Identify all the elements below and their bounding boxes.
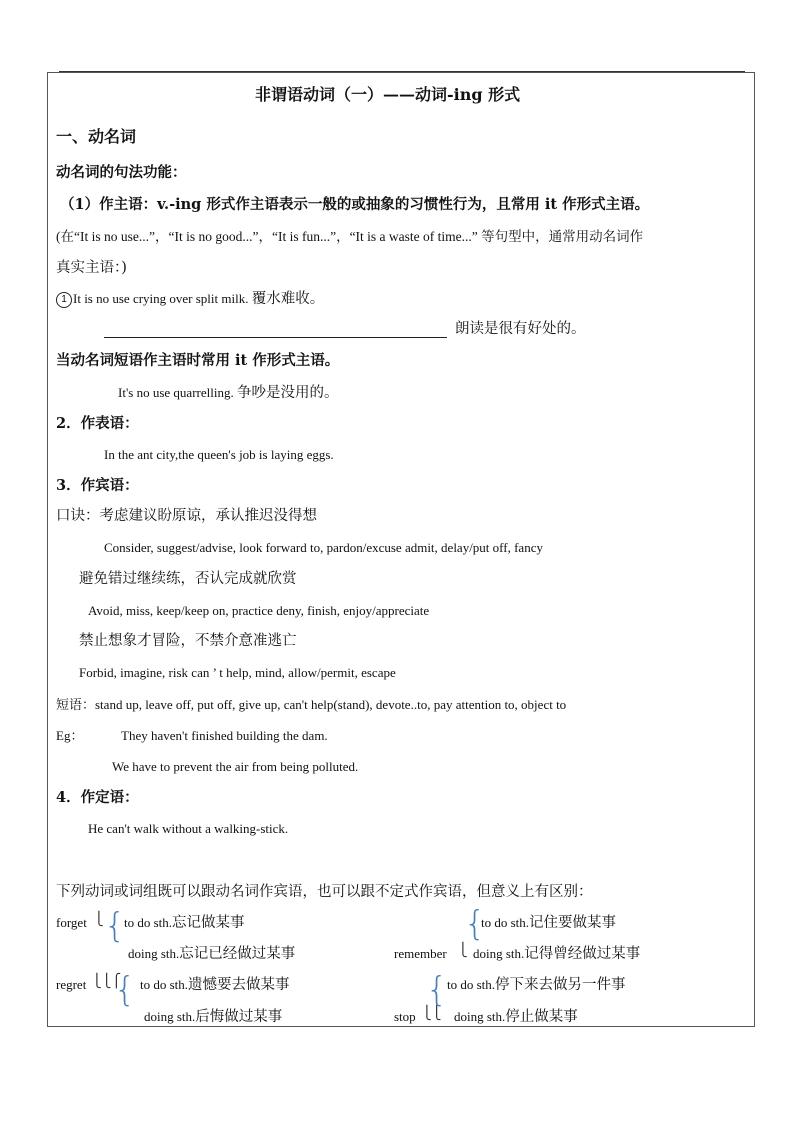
forget-to-chinese: 忘记做某事 bbox=[172, 915, 245, 931]
verb-stop: stop bbox=[394, 1009, 416, 1024]
mnemonic-line1: 口诀：考虑建议盼原谅，承认推迟没得想 bbox=[56, 508, 317, 524]
verb-forget: forget bbox=[56, 915, 87, 930]
left-brace-icon: { bbox=[426, 970, 448, 1010]
example-1 bbox=[56, 290, 324, 308]
example-1-english: It is no use crying over split milk. bbox=[73, 291, 252, 306]
regret-ing-chinese: 后悔做过某事 bbox=[195, 1009, 283, 1025]
stop-ing-english: doing sth.停止做某事 bbox=[454, 1009, 578, 1025]
left-brace-icon: { bbox=[464, 904, 486, 944]
subject-note-line2: 真实主语：) bbox=[56, 260, 127, 276]
remember-ing-chinese: 记得曾经做过某事 bbox=[524, 946, 641, 962]
mnemonic-line3: 禁止想象才冒险，不禁介意准逃亡 bbox=[79, 633, 297, 649]
object-example-1: They haven't finished building the dam. bbox=[121, 728, 328, 743]
bracket-mark: ⎩⎩ bbox=[422, 1006, 442, 1021]
syntax-heading: 动名词的句法功能： bbox=[56, 164, 187, 181]
attributive-heading: 4．作定语： bbox=[56, 789, 139, 806]
fill-in-blank-line bbox=[104, 337, 447, 338]
regret-ing-english: doing sth.后悔做过某事 bbox=[144, 1009, 283, 1025]
page-title: 非谓语动词（一）——动词-ing 形式 bbox=[255, 85, 521, 104]
example-3-english: It's no use quarrelling. bbox=[118, 385, 237, 400]
phrase-subject-rule: 当动名词短语作主语时常用 it 作形式主语。 bbox=[56, 352, 340, 369]
verb-list-1: Consider, suggest/advise, look forward to, pardon/excuse admit, delay/put off, fancy bbox=[104, 540, 543, 555]
number-badge: 1 bbox=[56, 292, 72, 308]
example-3 bbox=[118, 384, 338, 402]
example-3-chinese: 争吵是没用的。 bbox=[236, 385, 339, 401]
remember-to-english: to do sth.记住要做某事 bbox=[481, 915, 617, 931]
attributive-example: He can't walk without a walking-stick. bbox=[88, 821, 289, 836]
bracket-mark: ⎩ bbox=[458, 943, 468, 958]
left-brace-icon: { bbox=[114, 970, 136, 1010]
phrase-list: 短语：stand up, leave off, put off, give up, can't help(stand), devote..to, pay attention to, object to bbox=[56, 697, 567, 712]
predicative-heading: 2．作表语： bbox=[56, 415, 139, 432]
verb-remember: remember bbox=[394, 946, 447, 961]
example-2-chinese: 朗读是很有好处的。 bbox=[455, 321, 586, 337]
mnemonic-line2: 避免错过继续练，否认完成就欣赏 bbox=[79, 571, 297, 587]
example-1-chinese: 覆水难收。 bbox=[251, 291, 325, 307]
section-heading-gerund: 一、动名词 bbox=[56, 127, 137, 146]
verb-regret: regret bbox=[56, 977, 87, 992]
comparison-intro: 下列动词或词组既可以跟动名词作宾语，也可以跟不定式作宾语，但意义上有区别： bbox=[56, 884, 593, 900]
bracket-mark: ⎩⎩⎧ bbox=[92, 974, 122, 989]
forget-ing-english: doing sth.忘记已经做过某事 bbox=[128, 946, 296, 962]
object-example-2: We have to prevent the air from being polluted. bbox=[112, 759, 359, 774]
regret-to-english: to do sth.遗憾要去做某事 bbox=[140, 977, 290, 993]
verb-list-2: Avoid, miss, keep/keep on, practice deny, finish, enjoy/appreciate bbox=[88, 603, 430, 618]
verb-list-3: Forbid, imagine, risk can ’ t help, mind, allow/permit, escape bbox=[79, 665, 396, 680]
remember-ing-english: doing sth.记得曾经做过某事 bbox=[473, 946, 641, 962]
eg-label: Eg： bbox=[56, 728, 84, 743]
regret-to-chinese: 遗憾要去做某事 bbox=[188, 977, 290, 993]
subject-note-line1: (在“It is no use...”，“It is no good...”，“It is fun...”，“It is a waste of time...” 等句型中，通常用动名词作 bbox=[56, 229, 644, 244]
subject-heading: （1）作主语：v.-ing 形式作主语表示一般的或抽象的习惯性行为，且常用 it 作形式主语。 bbox=[60, 196, 650, 213]
forget-ing-chinese: 忘记已经做过某事 bbox=[179, 946, 296, 962]
stop-to-english: to do sth.停下来去做另一件事 bbox=[447, 977, 626, 993]
stop-to-chinese: 停下来去做另一件事 bbox=[495, 977, 626, 993]
predicative-example: In the ant city,the queen's job is laying eggs. bbox=[104, 447, 334, 462]
bracket-mark: ⎩ bbox=[94, 912, 104, 927]
stop-ing-chinese: 停止做某事 bbox=[505, 1009, 578, 1025]
forget-to-english: to do sth.忘记做某事 bbox=[124, 915, 245, 931]
left-brace-icon: { bbox=[104, 906, 126, 946]
object-heading: 3．作宾语： bbox=[56, 477, 139, 494]
remember-to-chinese: 记住要做某事 bbox=[529, 915, 617, 931]
